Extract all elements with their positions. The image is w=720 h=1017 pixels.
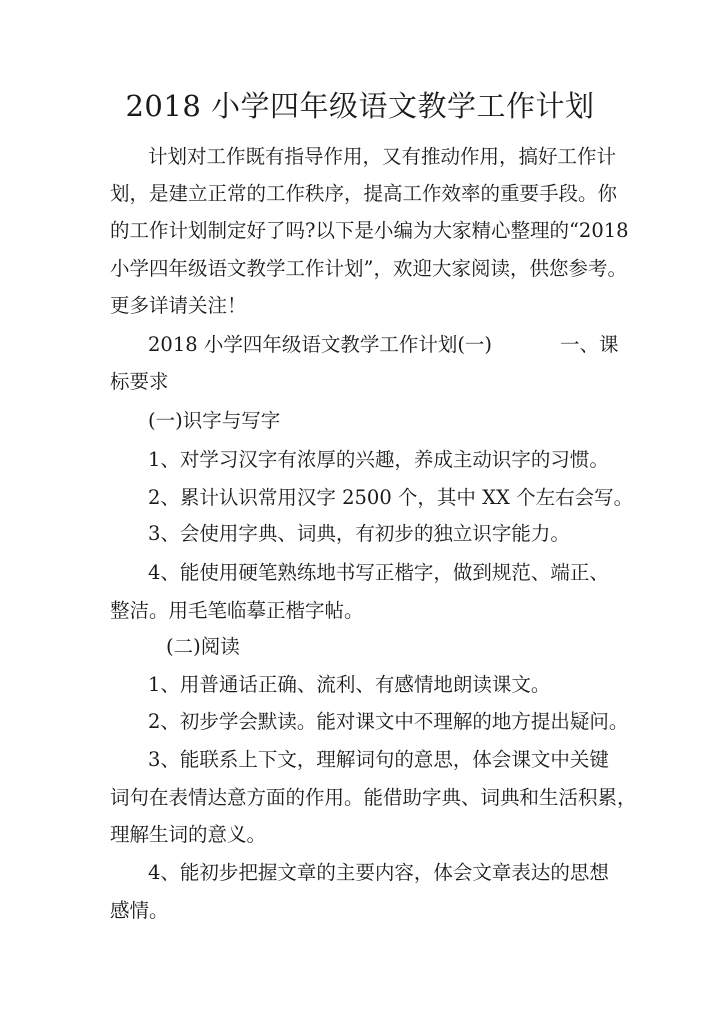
reading-item-4: 4、能初步把握文章的主要内容，体会文章表达的思想 bbox=[148, 861, 609, 884]
subsection-heading-reading: (二)阅读 bbox=[166, 635, 240, 658]
literacy-item-4: 4、能使用硬笔熟练地书写正楷字，做到规范、端正、 bbox=[148, 561, 609, 584]
section-heading-curriculum-start: 一、课 bbox=[560, 333, 619, 356]
subsection-heading-literacy: (一)识字与写字 bbox=[148, 409, 281, 432]
literacy-item-4-cont: 整洁。用毛笔临摹正楷字帖。 bbox=[110, 599, 364, 622]
reading-item-1: 1、用普通话正确、流利、有感情地朗读课文。 bbox=[148, 673, 551, 696]
intro-line-2: 划，是建立正常的工作秩序，提高工作效率的重要手段。你 bbox=[110, 182, 618, 205]
literacy-item-2: 2、累计认识常用汉字 2500 个，其中 XX 个左右会写。 bbox=[148, 486, 634, 509]
document-title: 2018 小学四年级语文教学工作计划 bbox=[125, 89, 595, 123]
reading-item-4-cont: 感情。 bbox=[110, 899, 169, 922]
literacy-item-3: 3、会使用字典、词典，有初步的独立识字能力。 bbox=[148, 522, 570, 545]
reading-item-3-cont-2: 理解生词的意义。 bbox=[110, 823, 267, 846]
reading-item-3-cont-1: 词句在表情达意方面的作用。能借助字典、词典和生活积累， bbox=[110, 786, 637, 809]
literacy-item-1: 1、对学习汉字有浓厚的兴趣，养成主动识字的习惯。 bbox=[148, 448, 609, 471]
section-heading-plan-1: 2018 小学四年级语文教学工作计划(一) bbox=[148, 333, 493, 356]
intro-line-1: 计划对工作既有指导作用，又有推动作用，搞好工作计 bbox=[148, 145, 617, 168]
reading-item-3: 3、能联系上下文，理解词句的意思，体会课文中关键 bbox=[148, 748, 609, 771]
section-heading-curriculum-end: 标要求 bbox=[110, 370, 169, 393]
intro-line-4: 小学四年级语文教学工作计划”，欢迎大家阅读，供您参考。 bbox=[110, 257, 627, 280]
intro-line-5: 更多详请关注！ bbox=[110, 294, 247, 317]
intro-line-3: 的工作计划制定好了吗?以下是小编为大家精心整理的“2018 bbox=[110, 219, 629, 242]
reading-item-2: 2、初步学会默读。能对课文中不理解的地方提出疑问。 bbox=[148, 710, 629, 733]
